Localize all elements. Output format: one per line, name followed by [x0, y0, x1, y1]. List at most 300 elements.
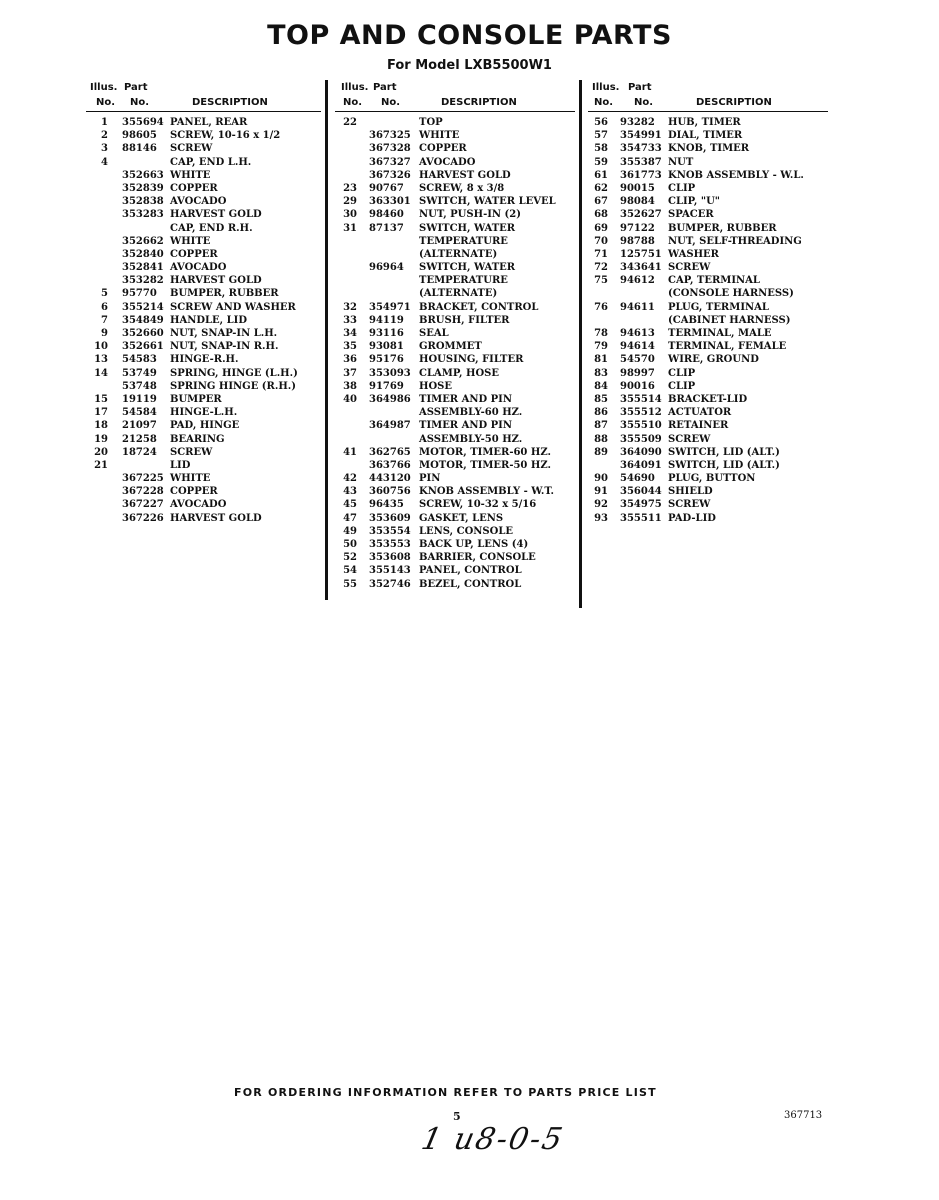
table-row	[335, 261, 575, 274]
part-no: 353553	[369, 539, 411, 550]
part-no: 354849	[122, 314, 164, 326]
table-row	[335, 485, 575, 498]
part-no: 353554	[369, 525, 411, 537]
part-description: TOP	[419, 117, 443, 128]
table-row	[588, 248, 828, 261]
part-description: LID	[170, 459, 191, 471]
table-row	[588, 406, 828, 419]
table-row	[335, 169, 575, 182]
illus-no: 40	[343, 393, 357, 405]
page-number: 5	[453, 1110, 461, 1123]
table-row	[86, 301, 326, 314]
part-description: MOTOR, TIMER-50 HZ.	[419, 459, 551, 471]
illus-no: 49	[343, 525, 357, 537]
illus-no: 33	[343, 314, 357, 326]
part-no: 367228	[122, 486, 164, 498]
part-no: 98605	[122, 130, 157, 142]
part-description: CAP, END L.H.	[170, 156, 252, 168]
part-no: 355694	[122, 117, 164, 128]
table-row	[335, 116, 575, 129]
illus-no: 91	[594, 486, 608, 498]
part-description: SWITCH, LID (ALT.)	[668, 459, 780, 471]
part-description: SWITCH, WATER LEVEL	[419, 196, 556, 208]
part-description: TEMPERATURE	[419, 275, 508, 287]
part-description: PLUG, TERMINAL	[668, 301, 769, 313]
part-description: BRACKET-LID	[668, 393, 748, 405]
illus-no: 22	[343, 117, 357, 128]
illus-no: 29	[343, 196, 357, 208]
illus-no: 9	[101, 328, 108, 339]
table-row	[86, 116, 326, 129]
part-description: GROMMET	[419, 341, 482, 353]
illus-no: 18	[94, 420, 108, 432]
header-illus: Illus.	[592, 82, 620, 93]
part-no: 355510	[620, 420, 662, 432]
header-description: DESCRIPTION	[696, 97, 772, 108]
part-description: WHITE	[170, 169, 211, 181]
table-row	[86, 287, 326, 300]
table-row	[588, 446, 828, 459]
column-divider-1	[325, 80, 328, 600]
illus-no: 23	[343, 182, 357, 194]
part-no: 364090	[620, 446, 662, 458]
header-illus: Illus.	[341, 82, 369, 93]
part-no: 352841	[122, 262, 164, 274]
table-row	[86, 472, 326, 485]
part-no: 18724	[122, 446, 157, 458]
illus-no: 86	[594, 407, 608, 419]
part-description: SCREW AND WASHER	[170, 301, 296, 313]
illus-no: 67	[594, 196, 608, 208]
table-row	[86, 182, 326, 195]
illus-no: 20	[94, 446, 108, 458]
table-row	[86, 512, 326, 525]
part-no: 352839	[122, 182, 164, 194]
part-description: SCREW	[668, 262, 711, 274]
part-no: 94612	[620, 275, 655, 287]
ordering-info-footer: FOR ORDERING INFORMATION REFER TO PARTS PRICE LIST	[234, 1086, 657, 1099]
illus-no: 10	[94, 341, 108, 353]
table-row	[588, 367, 828, 380]
table-row	[335, 512, 575, 525]
part-description: AVOCADO	[170, 499, 227, 511]
part-description: COPPER	[419, 143, 467, 155]
table-row	[335, 182, 575, 195]
illus-no: 42	[343, 473, 357, 485]
illus-no: 56	[594, 117, 608, 128]
part-description: NUT, PUSH-IN (2)	[419, 209, 521, 221]
illus-no: 3	[101, 143, 108, 155]
illus-no: 70	[594, 235, 608, 247]
part-no: 355214	[122, 301, 164, 313]
part-no: 352840	[122, 248, 164, 260]
table-row	[335, 195, 575, 208]
table-row	[86, 380, 326, 393]
illus-no: 85	[594, 393, 608, 405]
handwritten-note: 1 u8-0-5	[418, 1122, 568, 1157]
part-no: 367227	[122, 499, 164, 511]
parts-column-1	[86, 80, 326, 525]
table-row	[588, 327, 828, 340]
part-no: 54690	[620, 473, 655, 485]
part-description: NUT, SELF-THREADING	[668, 235, 802, 247]
parts-column-2	[335, 80, 575, 591]
table-row	[588, 116, 828, 129]
table-row	[335, 578, 575, 591]
part-no: 367326	[369, 169, 411, 181]
table-row	[335, 301, 575, 314]
column-header	[588, 80, 828, 116]
illus-no: 5	[101, 288, 108, 300]
part-description: PIN	[419, 473, 441, 485]
part-no: 94613	[620, 328, 655, 339]
part-description: AVOCADO	[419, 156, 476, 168]
part-description: BARRIER, CONSOLE	[419, 552, 536, 564]
part-no: 98997	[620, 367, 655, 379]
part-no: 443120	[369, 473, 411, 485]
page-title: TOP AND CONSOLE PARTS	[267, 20, 672, 51]
header-part: Part	[373, 82, 397, 93]
illus-no: 32	[343, 301, 357, 313]
part-description: (CABINET HARNESS)	[668, 314, 791, 326]
part-description: ACTUATOR	[668, 407, 732, 419]
table-row	[588, 208, 828, 221]
part-description: BRACKET, CONTROL	[419, 301, 539, 313]
table-row	[86, 393, 326, 406]
header-no2: No.	[130, 97, 150, 108]
part-no: 355387	[620, 156, 662, 168]
part-no: 343641	[620, 262, 662, 274]
part-no: 98788	[620, 235, 655, 247]
part-description: HUB, TIMER	[668, 117, 741, 128]
table-row	[335, 287, 575, 300]
header-description: DESCRIPTION	[192, 97, 268, 108]
part-description: CLIP, "U"	[668, 196, 721, 208]
header-rule	[86, 111, 321, 112]
header-no2: No.	[634, 97, 654, 108]
part-no: 353282	[122, 275, 164, 287]
part-no: 355512	[620, 407, 662, 419]
illus-no: 62	[594, 182, 608, 194]
part-no: 94614	[620, 341, 655, 353]
table-row	[86, 235, 326, 248]
part-description: HINGE-R.H.	[170, 354, 239, 366]
part-description: BACK UP, LENS (4)	[419, 539, 529, 550]
table-row	[588, 261, 828, 274]
part-description: WIRE, GROUND	[668, 354, 759, 366]
illus-no: 89	[594, 446, 608, 458]
illus-no: 92	[594, 499, 608, 511]
part-description: SWITCH, LID (ALT.)	[668, 446, 780, 458]
part-description: BEARING	[170, 433, 225, 445]
table-row	[588, 472, 828, 485]
parts-rows	[86, 116, 326, 525]
illus-no: 15	[94, 393, 108, 405]
part-description: NUT, SNAP-IN L.H.	[170, 328, 278, 339]
part-no: 353608	[369, 552, 411, 564]
part-description: SHIELD	[668, 486, 713, 498]
part-no: 97122	[620, 222, 655, 234]
header-no2: No.	[381, 97, 401, 108]
table-row	[588, 459, 828, 472]
table-row	[588, 195, 828, 208]
part-no: 21258	[122, 433, 157, 445]
table-row	[588, 301, 828, 314]
table-row	[335, 274, 575, 287]
illus-no: 57	[594, 130, 608, 142]
table-row	[335, 142, 575, 155]
part-description: SPRING HINGE (R.H.)	[170, 380, 296, 392]
part-description: GASKET, LENS	[419, 512, 504, 524]
table-row	[588, 393, 828, 406]
part-description: SCREW, 10-32 x 5/16	[419, 499, 537, 511]
part-no: 353283	[122, 209, 164, 221]
part-description: SCREW	[668, 499, 711, 511]
part-no: 363301	[369, 196, 411, 208]
illus-no: 69	[594, 222, 608, 234]
part-description: SCREW	[668, 433, 711, 445]
table-row	[86, 446, 326, 459]
part-description: HARVEST GOLD	[170, 209, 262, 221]
part-description: CAP, TERMINAL	[668, 275, 760, 287]
part-no: 87137	[369, 222, 404, 234]
illus-no: 43	[343, 486, 357, 498]
part-no: 354991	[620, 130, 662, 142]
table-row	[335, 367, 575, 380]
illus-no: 83	[594, 367, 608, 379]
table-row	[86, 367, 326, 380]
table-row	[335, 564, 575, 577]
part-no: 364986	[369, 393, 411, 405]
part-description: BUMPER, RUBBER	[668, 222, 777, 234]
part-description: NUT, SNAP-IN R.H.	[170, 341, 279, 353]
part-no: 95176	[369, 354, 404, 366]
illus-no: 17	[94, 407, 108, 419]
illus-no: 72	[594, 262, 608, 274]
part-no: 98084	[620, 196, 655, 208]
part-no: 93081	[369, 341, 404, 353]
table-row	[86, 485, 326, 498]
part-description: SCREW	[170, 446, 213, 458]
table-row	[588, 235, 828, 248]
part-description: PANEL, REAR	[170, 117, 248, 128]
part-description: CLIP	[668, 367, 696, 379]
table-row	[335, 446, 575, 459]
part-no: 367226	[122, 512, 164, 524]
table-row	[588, 182, 828, 195]
illus-no: 34	[343, 328, 357, 339]
part-description: (CONSOLE HARNESS)	[668, 288, 794, 300]
table-row	[335, 406, 575, 419]
illus-no: 6	[101, 301, 108, 313]
illus-no: 59	[594, 156, 608, 168]
table-row	[335, 393, 575, 406]
table-row	[588, 129, 828, 142]
table-row	[335, 551, 575, 564]
part-description: HOSE	[419, 380, 453, 392]
part-no: 353609	[369, 512, 411, 524]
part-no: 53749	[122, 367, 157, 379]
illus-no: 78	[594, 328, 608, 339]
header-rule	[335, 111, 575, 112]
part-no: 355511	[620, 512, 662, 524]
illus-no: 90	[594, 473, 608, 485]
part-description: CLIP	[668, 182, 696, 194]
header-illus: Illus.	[90, 82, 118, 93]
part-description: PANEL, CONTROL	[419, 565, 522, 577]
part-description: HANDLE, LID	[170, 314, 248, 326]
part-description: CLAMP, HOSE	[419, 367, 500, 379]
table-row	[335, 235, 575, 248]
table-row	[335, 380, 575, 393]
illus-no: 47	[343, 512, 357, 524]
illus-no: 30	[343, 209, 357, 221]
part-description: KNOB ASSEMBLY - W.L.	[668, 169, 804, 181]
table-row	[335, 459, 575, 472]
table-row	[86, 459, 326, 472]
table-row	[588, 314, 828, 327]
table-row	[86, 156, 326, 169]
part-description: COPPER	[170, 182, 218, 194]
part-description: BUMPER, RUBBER	[170, 288, 279, 300]
illus-no: 55	[343, 578, 357, 590]
table-row	[335, 327, 575, 340]
part-no: 355509	[620, 433, 662, 445]
part-no: 352660	[122, 328, 164, 339]
table-row	[335, 498, 575, 511]
illus-no: 36	[343, 354, 357, 366]
table-row	[335, 248, 575, 261]
part-description: SEAL	[419, 328, 449, 339]
part-description: SCREW	[170, 143, 213, 155]
part-description: PLUG, BUTTON	[668, 473, 756, 485]
part-no: 355143	[369, 565, 411, 577]
part-description: ASSEMBLY-50 HZ.	[419, 433, 523, 445]
illus-no: 14	[94, 367, 108, 379]
table-row	[335, 314, 575, 327]
part-no: 352838	[122, 196, 164, 208]
part-no: 352627	[620, 209, 662, 221]
part-description: SCREW, 10-16 x 1/2	[170, 130, 281, 142]
illus-no: 61	[594, 169, 608, 181]
illus-no: 4	[101, 156, 108, 168]
part-no: 352662	[122, 235, 164, 247]
part-no: 54583	[122, 354, 157, 366]
illus-no: 79	[594, 341, 608, 353]
part-no: 361773	[620, 169, 662, 181]
table-row	[335, 538, 575, 551]
table-row	[588, 485, 828, 498]
part-no: 360756	[369, 486, 411, 498]
part-description: TERMINAL, MALE	[668, 328, 772, 339]
illus-no: 41	[343, 446, 357, 458]
part-no: 91769	[369, 380, 404, 392]
part-description: (ALTERNATE)	[419, 248, 498, 260]
part-no: 96964	[369, 262, 404, 274]
table-row	[588, 353, 828, 366]
table-row	[86, 419, 326, 432]
part-no: 367327	[369, 156, 411, 168]
table-row	[588, 169, 828, 182]
part-no: 90015	[620, 182, 655, 194]
table-row	[86, 195, 326, 208]
part-description: RETAINER	[668, 420, 729, 432]
illus-no: 76	[594, 301, 608, 313]
illus-no: 45	[343, 499, 357, 511]
part-description: TEMPERATURE	[419, 235, 508, 247]
illus-no: 37	[343, 367, 357, 379]
table-row	[86, 406, 326, 419]
part-no: 367328	[369, 143, 411, 155]
part-description: HARVEST GOLD	[419, 169, 511, 181]
part-description: DIAL, TIMER	[668, 130, 743, 142]
part-description: HARVEST GOLD	[170, 275, 262, 287]
table-row	[588, 222, 828, 235]
table-row	[588, 498, 828, 511]
part-description: CAP, END R.H.	[170, 222, 253, 234]
illus-no: 52	[343, 552, 357, 564]
part-description: BRUSH, FILTER	[419, 314, 510, 326]
part-description: PAD-LID	[668, 512, 716, 524]
part-description: CLIP	[668, 380, 696, 392]
part-no: 19119	[122, 393, 157, 405]
illus-no: 7	[101, 314, 108, 326]
illus-no: 31	[343, 222, 357, 234]
illus-no: 1	[101, 117, 108, 128]
part-no: 53748	[122, 380, 157, 392]
part-description: ASSEMBLY-60 HZ.	[419, 407, 523, 419]
table-row	[86, 248, 326, 261]
table-row	[86, 261, 326, 274]
table-row	[86, 208, 326, 221]
table-row	[335, 472, 575, 485]
part-description: KNOB ASSEMBLY - W.T.	[419, 486, 555, 498]
table-row	[335, 129, 575, 142]
illus-no: 84	[594, 380, 608, 392]
part-no: 364987	[369, 420, 411, 432]
table-row	[86, 169, 326, 182]
part-description: (ALTERNATE)	[419, 288, 498, 300]
table-row	[86, 222, 326, 235]
table-row	[588, 512, 828, 525]
part-no: 352663	[122, 169, 164, 181]
part-no: 364091	[620, 459, 662, 471]
part-description: HOUSING, FILTER	[419, 354, 524, 366]
part-description: HARVEST GOLD	[170, 512, 262, 524]
table-row	[86, 327, 326, 340]
part-no: 93116	[369, 328, 404, 339]
table-row	[588, 274, 828, 287]
table-row	[588, 380, 828, 393]
part-description: LENS, CONSOLE	[419, 525, 514, 537]
part-no: 367325	[369, 130, 411, 142]
table-row	[588, 156, 828, 169]
illus-no: 35	[343, 341, 357, 353]
part-no: 352661	[122, 341, 164, 353]
table-row	[86, 314, 326, 327]
part-description: WHITE	[170, 473, 211, 485]
part-no: 363766	[369, 459, 411, 471]
illus-no: 87	[594, 420, 608, 432]
part-no: 88146	[122, 143, 157, 155]
part-no: 54570	[620, 354, 655, 366]
part-description: PAD, HINGE	[170, 420, 240, 432]
table-row	[588, 142, 828, 155]
table-row	[335, 419, 575, 432]
table-row	[335, 433, 575, 446]
part-description: HINGE-L.H.	[170, 407, 238, 419]
parts-rows	[588, 116, 828, 525]
